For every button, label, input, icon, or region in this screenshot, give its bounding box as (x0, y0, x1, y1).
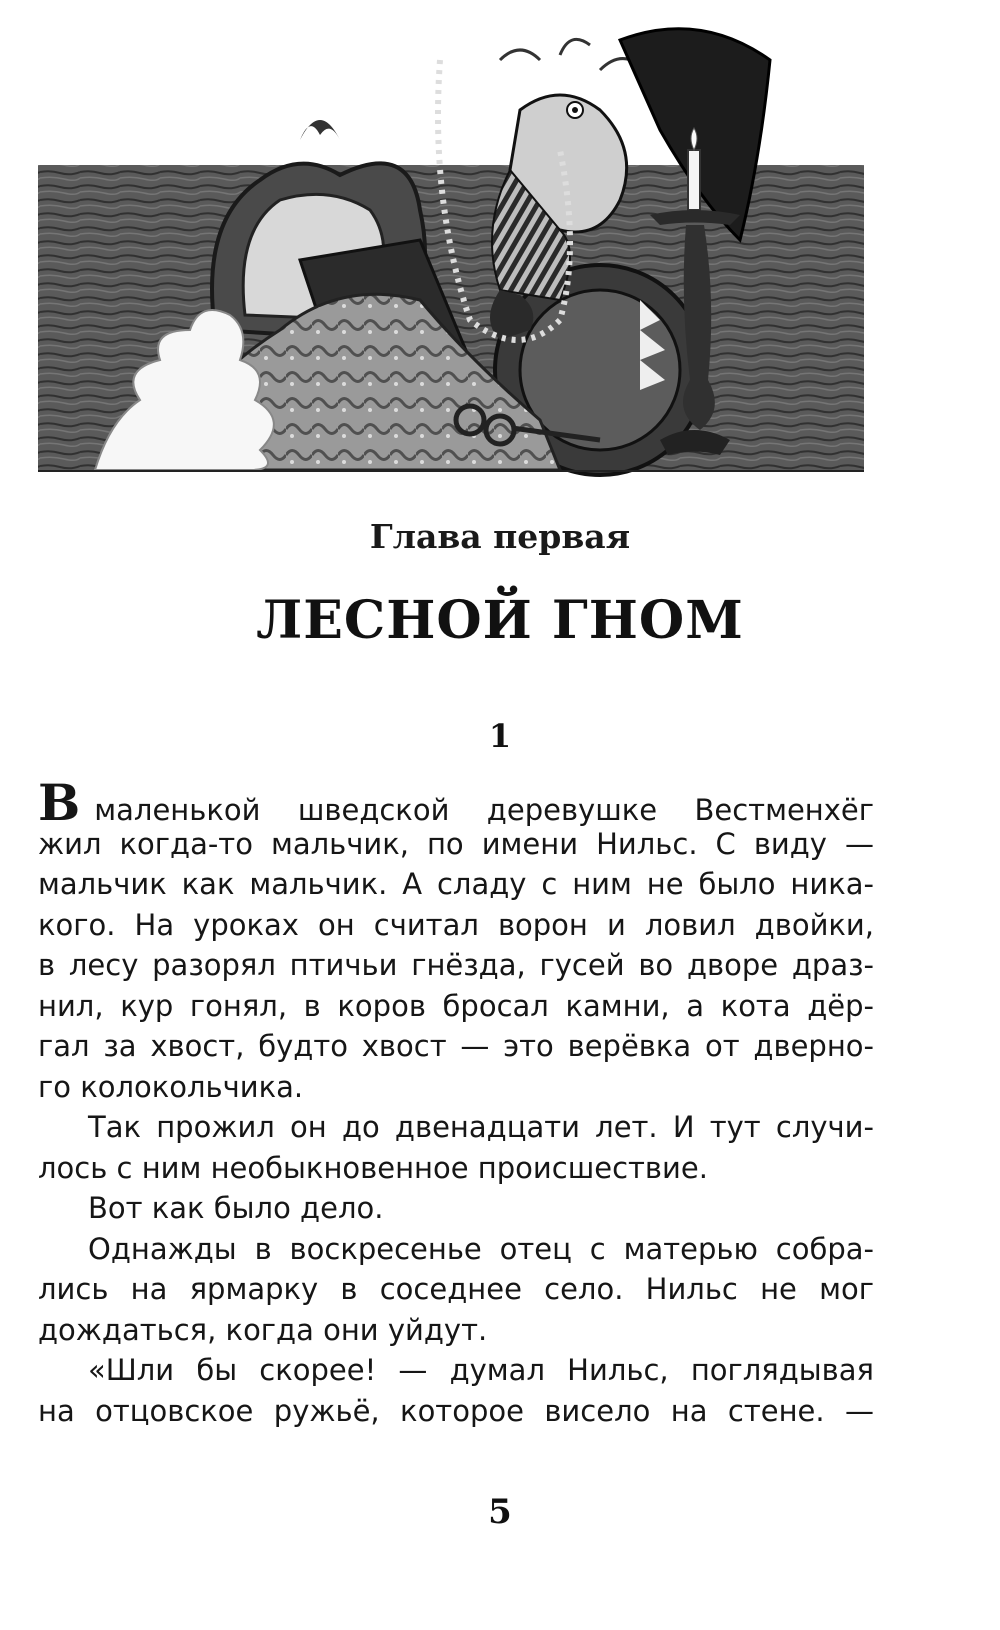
text-line: кого. На уроках он считал ворон и ловил двойки, (38, 907, 874, 942)
text-line: Вот как было дело. (88, 1191, 384, 1225)
text-line: дождаться, когда они уйдут. (38, 1312, 488, 1347)
text-line: Так прожил он до двенадцати лет. И тут случи- (88, 1110, 874, 1144)
chapter-label: Глава первая (369, 517, 631, 556)
body-text (38, 773, 874, 1431)
text-line: лись на ярмарку в соседнее село. Нильс не мог (38, 1272, 874, 1306)
drop-cap: В (38, 773, 81, 832)
text-line: Вмаленькой шведской деревушке Вестменхёг (38, 773, 874, 832)
text-line: го колокольчика. (38, 1069, 304, 1104)
text-line: в лесу разорял птичьи гнёзда, гусей во дворе драз- (38, 948, 874, 982)
text-line: «Шли бы скорее! — думал Нильс, поглядывая (88, 1353, 874, 1387)
text-line: нил, кур гонял, в коров бросал камни, а кота дёр- (38, 988, 874, 1023)
text-line: жил когда-то мальчик, по имени Нильс. С виду — (38, 826, 874, 861)
text-line: на отцовское ружьё, которое висело на стене. — (38, 1393, 874, 1428)
text-line: лось с ним необыкновенное происшествие. (38, 1150, 708, 1185)
chapter-illustration (0, 0, 1000, 480)
chapter-title: ЛЕСНОЙ ГНОМ (256, 590, 744, 651)
text-line: мальчик как мальчик. А сладу с ним не было ника- (38, 867, 874, 901)
section-number: 1 (488, 717, 512, 755)
gnome-with-treasure-illustration-icon (0, 0, 1000, 480)
text-line: Однажды в воскресенье отец с матерью собра- (88, 1231, 874, 1266)
page-number: 5 (488, 1492, 512, 1532)
text-line: гал за хвост, будто хвост — это верёвка от дверно- (38, 1029, 874, 1063)
